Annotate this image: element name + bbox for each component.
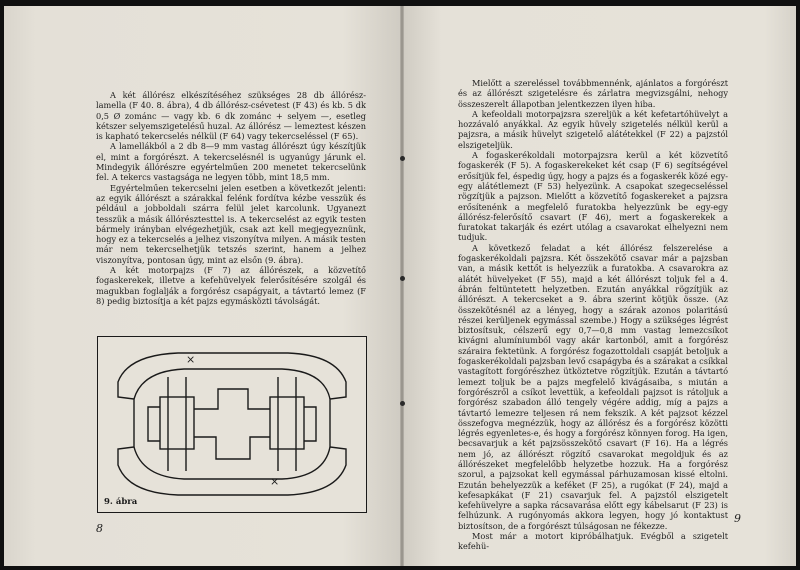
page-number-left: 8: [96, 522, 103, 535]
winding-mark-bottom: ×: [270, 475, 280, 488]
paragraph: A következő feladat a két állórész felszerelése a fogaskerékoldali pajzsra. Két összekötő csavar már a pajzsban van, a másik kettőt is helyezzük a furatokba. A csavarokra az alátét hüvelyeket (F 55), majd a két állórészt toljuk fel a 4. ábrán feltüntetett helyzetben. Ezután anyákkal rögzítjük az állórészt. A tekercseket a 9. ábra szerint kötjük össze. (Az összekötésnél az a lényeg, hogy a szárak azonos polaritású részei kerüljenek egymással szembe.) Hogy a szükséges légrést biztosítsuk, célszerű egy 0,7—0,8 mm vastag lemezcsíkot kivágni alumíniumból vagy akár kartonból, amit a forgórész száraira fektetünk. A forgórész fogazottoldali csapját betoljuk a fogaskerékoldali pajzsban levő csapágyba és a szárakat a csíkkal vastagított forgórészhez ütköztetve rögzítjük. Ezután a távtartó lemezt toljuk be a pajzs megfelelő kivágásaiba, s miután a forgórészről a csíkot levettük, a kefeoldali pajzsot is rátoljuk a forgórész szabadon álló tengely végére addig, míg a pajzs a távtartó lemezre teljesen rá nem fekszik. A két pajzsot kézzel összefogva megnézzük, hogy az állórész és a forgórész közötti légrés egyenletes-e, és hogy a forgórész könnyen forog. Ha igen, becsavarjuk a két pajzsösszekötő csavart (F 16). Ha a légrés nem jó, az állórészt rögzítő csavarokat megoldjuk és az állórészeket megfelelőbb helyzetbe hozzuk. Ha a forgórész szorul, a pajzsokat kell egymással párhuzamosan kissé eltolni. Ezután behelyezzük a keféket (F 25), a rugókat (F 24), majd a kefesapkákat (F 21) csavarjuk fel. A pajzstól elszigetelt kefehüvelyre a sapka rácsavarása előtt egy kábelsarut (F 23) is felhúzunk. A rugónyomás akkora legyen, hogy jó kontaktust biztosítson, de a forgórészt túlságosan ne fékezze.: [458, 242, 728, 531]
book-gutter: [400, 6, 404, 566]
paragraph: Egyértelműen tekercselni jelen esetben a következőt jelenti: az egyik állórészt a szárakkal felénk fordítva kézbe vesszük és például a jobboldali szárra felül jelet karcolunk. Ugyanezt tesszük a másik állórésztesttel is. A tekercselést az egyik testen bármely irányban elvégezhetjük, csak azt kell megjegyeznünk, hogy ez a tekercselés a jelhez viszonyítva milyen. A másik testen már nem tekercselhetjük tetszés szerint, hanem a jelhez viszonyítva, pontosan úgy, mint az elsőn (9. ábra).: [96, 182, 366, 265]
paragraph: A két állórész elkészítéséhez szükséges 28 db állórész-lamella (F 40. 8. ábra), 4 db állórész-csévetest (F 43) és kb. 5 dk 0,5 Ø zománc — vagy kb. 6 dk zománc + selyem —, esetleg kétszer selyemszigetelésű huzal. Az állórész — lemeztest készen is kapható tekercselés nélkül (F 64) vagy tekercseléssel (F 65).: [96, 90, 366, 142]
paragraph: Most már a motort kipróbálhatjuk. Evégből a szigetelt kefehü-: [458, 531, 728, 552]
right-page-text: [458, 78, 728, 552]
paragraph: A lamellákból a 2 db 8—9 mm vastag állórészt úgy készítjük el, mint a forgórészt. A tekercselésnél is ugyanúgy járunk el. Mindegyik állórészre egyértelműen 200 menetet tekercselünk fel. A tekercs vastagsága ne legyen több, mint 18,5 mm.: [96, 141, 366, 183]
winding-mark-top: ×: [186, 353, 196, 366]
paragraph: A kefeoldali motorpajzsra szereljük a két kefetartóhüvelyt a hozzávaló anyákkal. Az egyik hüvely szigetelés nélkül kerül a pajzsra, a másik hüvelyt szigetelő alátétekkel (F 22) a pajzstól elszigeteljük.: [458, 108, 728, 150]
stator-winding-diagram: [98, 337, 366, 512]
page-number-right: 9: [734, 512, 741, 525]
staple-mark: [400, 401, 405, 406]
book-spread: [4, 6, 796, 566]
staple-mark: [400, 276, 405, 281]
figure-caption: 9. ábra: [104, 497, 138, 507]
figure-9: [97, 336, 367, 513]
left-page-text: [96, 90, 366, 306]
staple-mark: [400, 156, 405, 161]
paragraph: Mielőtt a szereléssel továbbmennénk, ajánlatos a forgórészt és az állórészt szigetelésre és zárlatra megvizsgálni, nehogy összeszerelt állapotban jelentkezzen ilyen hiba.: [458, 78, 728, 109]
paragraph: A két motorpajzs (F 7) az állórészek, a közvetítő fogaskerekek, illetve a kefehüvelyek felerősítésére szolgál és magukban foglalják a forgórész csapágyait, a távtartó lemez (F 8) pedig biztosítja a két pajzs egymásközti távolságát.: [96, 265, 366, 306]
paragraph: A fogaskerékoldali motorpajzsra kerül a két közvetítő fogaskerék (F 5). A fogaskerekeket két csap (F 6) segítségével erősítjük fel, éspedig úgy, hogy a pajzs és a fogaskerék közé egy-egy alátétlemezt (F 53) helyezünk. A csapokat szegecseléssel rögzítjük a pajzson. Mielőtt a közvetítő fogaskereket a pajzsra erősítenénk a megfelelő furatokba helyezzünk be egy-egy állórész-felerősítő csavart (F 46), mert a fogaskerekek a furatokat takarják és ezért utólag a csavarokat elhelyezni nem tudjuk.: [458, 150, 728, 243]
